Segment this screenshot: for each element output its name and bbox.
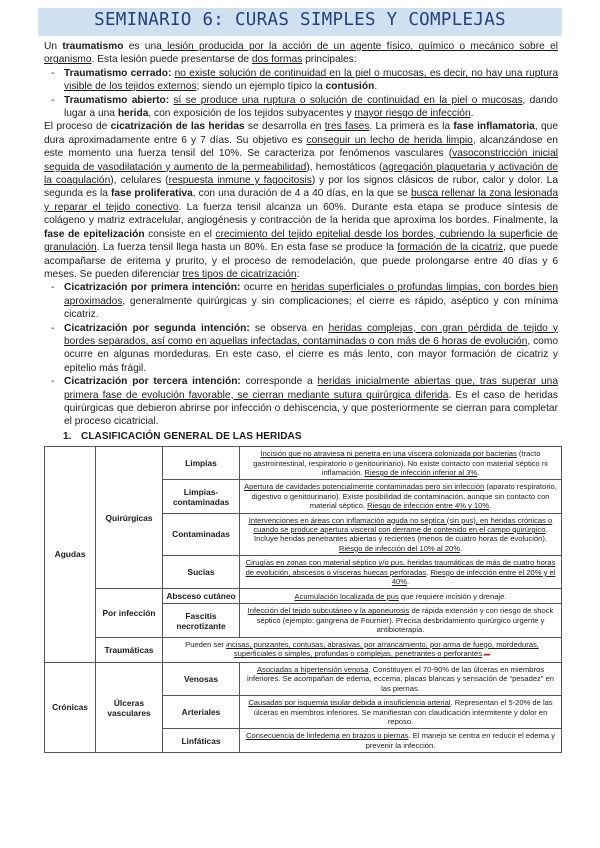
cell-absceso-desc: Acumulación localizada de pus que requiere incisión y drenaje. [240, 589, 562, 604]
cell-quirurgicas: Quirúrgicas [96, 447, 163, 589]
cell-fascitis: Fascitis necrotizante [163, 604, 240, 637]
cell-sucias: Sucias [163, 556, 240, 589]
cell-absceso: Absceso cutáneo [163, 589, 240, 604]
list-item: - Traumatismo abierto: sí se produce una ruptura o solución de continuidad en la piel o mucosas, dando lugar a una herida, con exposición de los tejidos subyacentes y mayor riesgo de infección. [51, 94, 558, 120]
table-row [45, 663, 562, 696]
table-row [45, 447, 562, 480]
trauma-forms-list [44, 67, 558, 121]
cell-limpias: Limpias [163, 447, 240, 480]
list-item: - Traumatismo cerrado: no existe solución de continuidad en la piel o mucosas, es decir, no hay una ruptura visible de los tejidos externos; siendo un ejemplo típico la contusión. [51, 67, 558, 93]
cell-venosas: Venosas [163, 663, 240, 696]
list-item: - Cicatrización por segunda intención: se observa en heridas complejas, con gran pérdida de tejido y bordes separados, así como en aquellas infectadas, contaminadas o con más de 6 horas de evolución, como ocurre en algunas mordeduras. En este caso, el cierre es más lento, con mayor formación de cicatriz y epitelio más frágil. [51, 322, 558, 374]
cell-traumaticas: Traumáticas [96, 637, 163, 662]
cell-limpias-contaminadas: Limpias-contaminadas [163, 480, 240, 513]
cell-linfaticas: Linfáticas [163, 729, 240, 753]
list-item: - Cicatrización por tercera intención: corresponde a heridas inicialmente abiertas que, tras superar una primera fase de evolución favorable, se cierran mediante sutura quirúrgica diferida. Es el caso de heridas quirúrgicas que debieron abrirse por infección o dehiscencia, y que posteriormente se cierran para completar el proceso cicatricial. [51, 376, 558, 428]
cell-linfaticas-desc: Consecuencia de linfedema en brazos o piernas. El manejo se centra en reducir el edema y prevenir la infección. [240, 729, 562, 753]
cell-ulceras: Úlceras vasculares [96, 663, 163, 753]
section-heading: 1. CLASIFICACIÓN GENERAL DE LAS HERIDAS [63, 430, 302, 442]
cell-sucias-desc: Cirugías en zonas con material séptico y/o pus, heridas traumáticas de más de cuatro horas de evolución, abscesos o vísceras huecas perforadas. Riesgo de infección entre el 20% y el 40%. [240, 556, 562, 589]
cell-cronicas: Crónicas [45, 663, 96, 753]
cell-traumaticas-desc: Pueden ser incisas, punzantes, contusas, abrasivas, por arrancamiento, por arma de fuego, mordeduras, superficiales o simples, profundas o complejas, penetrantes o perforantes.▬ [163, 637, 562, 662]
healing-types-list [44, 281, 558, 428]
cell-arteriales: Arteriales [163, 696, 240, 729]
intro-paragraph: Un traumatismo es una lesión producida por la acción de un agente físico, químico o mecánico sobre el organismo. Esta lesión puede presentarse de dos formas principales: [44, 41, 558, 66]
cell-fascitis-desc: Infección del tejido subcutáneo y la aponeurosis de rápida extensión y con riesgo de shock séptico (ejemplo: gangrena de Fournier). Precisa desbridamiento quirúrgico urgente y antibioterapia. [240, 604, 562, 637]
document-body [44, 40, 558, 443]
table-row [45, 589, 562, 604]
cell-arteriales-desc: Causadas por isquemia tisular debida a insuficiencia arterial. Representan el 5-20% de las úlceras en miembros inferiores. Se manifiestan con claudicación intermitente y dolor en reposo. [240, 696, 562, 729]
cell-limpias-contaminadas-desc: Apertura de cavidades potencialmente contaminadas pero sin infección (aparato respiratorio, digestivo o genitourinario). Existe posibilidad de contaminación, aunque sin contacto con material séptico. Riesgo de infección entre 4% y 10%. [240, 480, 562, 513]
cell-contaminadas: Contaminadas [163, 513, 240, 556]
cell-agudas: Agudas [45, 447, 96, 663]
list-item: - Cicatrización por primera intención: ocurre en heridas superficiales o profundas limpias, con bordes bien aproximados, generalmente quirúrgicas y sin complicaciones; el cierre es rápido, aséptico y con mínima cicatriz. [51, 282, 558, 321]
wound-classification-table [44, 446, 562, 753]
table-row [45, 637, 562, 662]
red-mark: ▬ [484, 651, 491, 658]
healing-paragraph: El proceso de cicatrización de las heridas se desarrolla en tres fases. La primera es la fase inflamatoria, que dura aproximadamente entre 6 y 7 días. Su objetivo es conseguir un lecho de herida limpio, alcanzándose en este momento una fuerza tensil del 10%. Se caracteriza por fenómenos vasculares (vasoconstricción inicial seguida de vasodilatación y aumento de la permeabilidad), hemostáticos (agregación plaquetaria y activación de la coagulación), celulares (respuesta inmune y fagocitosis) y por los signos clásicos de rubor, calor y dolor. La segunda es la fase proliferativa, con una duración de 4 a 40 días, en la que se busca rellenar la zona lesionada y reparar el tejido conectivo. La fuerza tensil alcanza un 60%. Durante esta etapa se produce síntesis de colágeno y matriz extracelular, angiogénesis y contracción de la herida que aproxima los bordes. Finalmente, la fase de epitelización consiste en el crecimiento del tejido epitelial desde los bordes, cubriendo la superficie de granulación. La fuerza tensil llega hasta un 80%. En esta fase se produce la formación de la cicatriz, que puede acompañarse de eritema y prurito, y el proceso de remodelación, que puede prolongarse entre 40 días y 6 meses. Se pueden diferenciar tres tipos de cicatrización: [44, 121, 559, 280]
title-band [38, 8, 562, 36]
cell-limpias-desc: Incisión que no atraviesa ni penetra en una víscera colonizada por bacterias (tracto gastrointestinal, respiratorio o genitourinario). No existe contacto con material séptico ni inflamación. Riesgo de infección inferior al 3%. [240, 447, 562, 480]
cell-venosas-desc: Asociadas a hipertensión venosa. Constituyen el 70-90% de las úlceras en miembros inferiores. Se acompañan de edema, eccema, placas blancas y sensación de “pesadez” en las piernas. [240, 663, 562, 696]
cell-contaminadas-desc: Intervenciones en áreas con inflamación aguda no séptica (sin pus), en heridas crónicas o cuando se produce apertura visceral con derrame de contenido en el campo quirúrgico. Incluye heridas penetrantes abiertas y recientes (menos de cuatro horas de evolución). Riesgo de infección del 10% al 20%. [240, 513, 562, 556]
cell-por-infeccion: Por infección [96, 589, 163, 637]
page-title: SEMINARIO 6: CURAS SIMPLES Y COMPLEJAS [94, 10, 506, 30]
